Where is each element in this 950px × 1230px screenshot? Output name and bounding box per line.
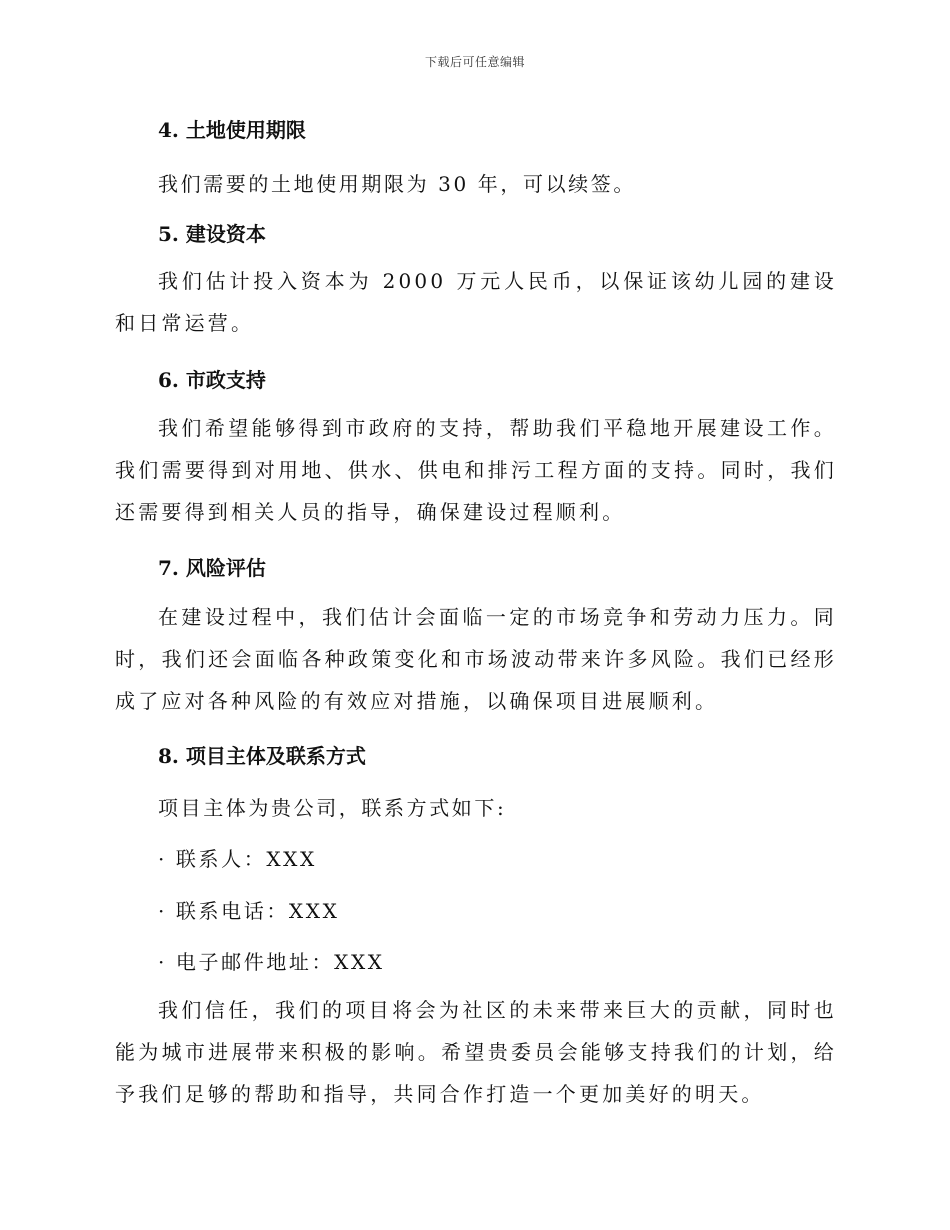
section-heading-risk-assessment: 7. 风险评估 (158, 556, 266, 580)
municipal-support-text: 我们希望能够得到市政府的支持，帮助我们平稳地开展建设工作。我们需要得到对用地、供水、供电和排污工程方面的支持。同时，我们还需要得到相关人员的指导，确保建设过程顺利。 (115, 416, 837, 524)
section-heading-land-use-term: 4. 土地使用期限 (158, 118, 306, 142)
section-heading-project-contact: 8. 项目主体及联系方式 (158, 744, 366, 768)
risk-assessment-text: 在建设过程中，我们估计会面临一定的市场竞争和劳动力压力。同时，我们还会面临各种政策变化和市场波动带来许多风险。我们已经形成了应对各种风险的有效应对措施，以确保项目进展顺利。 (115, 605, 837, 713)
project-contact-intro: 项目主体为贵公司，联系方式如下: (158, 796, 507, 820)
contact-phone-item: · 联系电话：XXX (158, 899, 340, 923)
section-heading-municipal-support: 6. 市政支持 (158, 368, 266, 392)
construction-capital-text: 我们估计投入资本为 2000 万元人民币，以保证该幼儿园的建设和日常运营。 (115, 269, 837, 335)
closing-paragraph: 我们信任，我们的项目将会为社区的未来带来巨大的贡献，同时也能为城市进展带来积极的影响。希望贵委员会能够支持我们的计划，给予我们足够的帮助和指导，共同合作打造一个更加美好的明天。 (115, 998, 837, 1106)
page-header-note: 下载后可任意编辑 (424, 55, 525, 69)
contact-email-item: · 电子邮件地址：XXX (158, 950, 385, 974)
land-use-term-text: 我们需要的土地使用期限为 30 年，可以续签。 (158, 172, 636, 196)
contact-person-item: · 联系人：XXX (158, 847, 317, 871)
section-heading-construction-capital: 5. 建设资本 (158, 222, 266, 246)
